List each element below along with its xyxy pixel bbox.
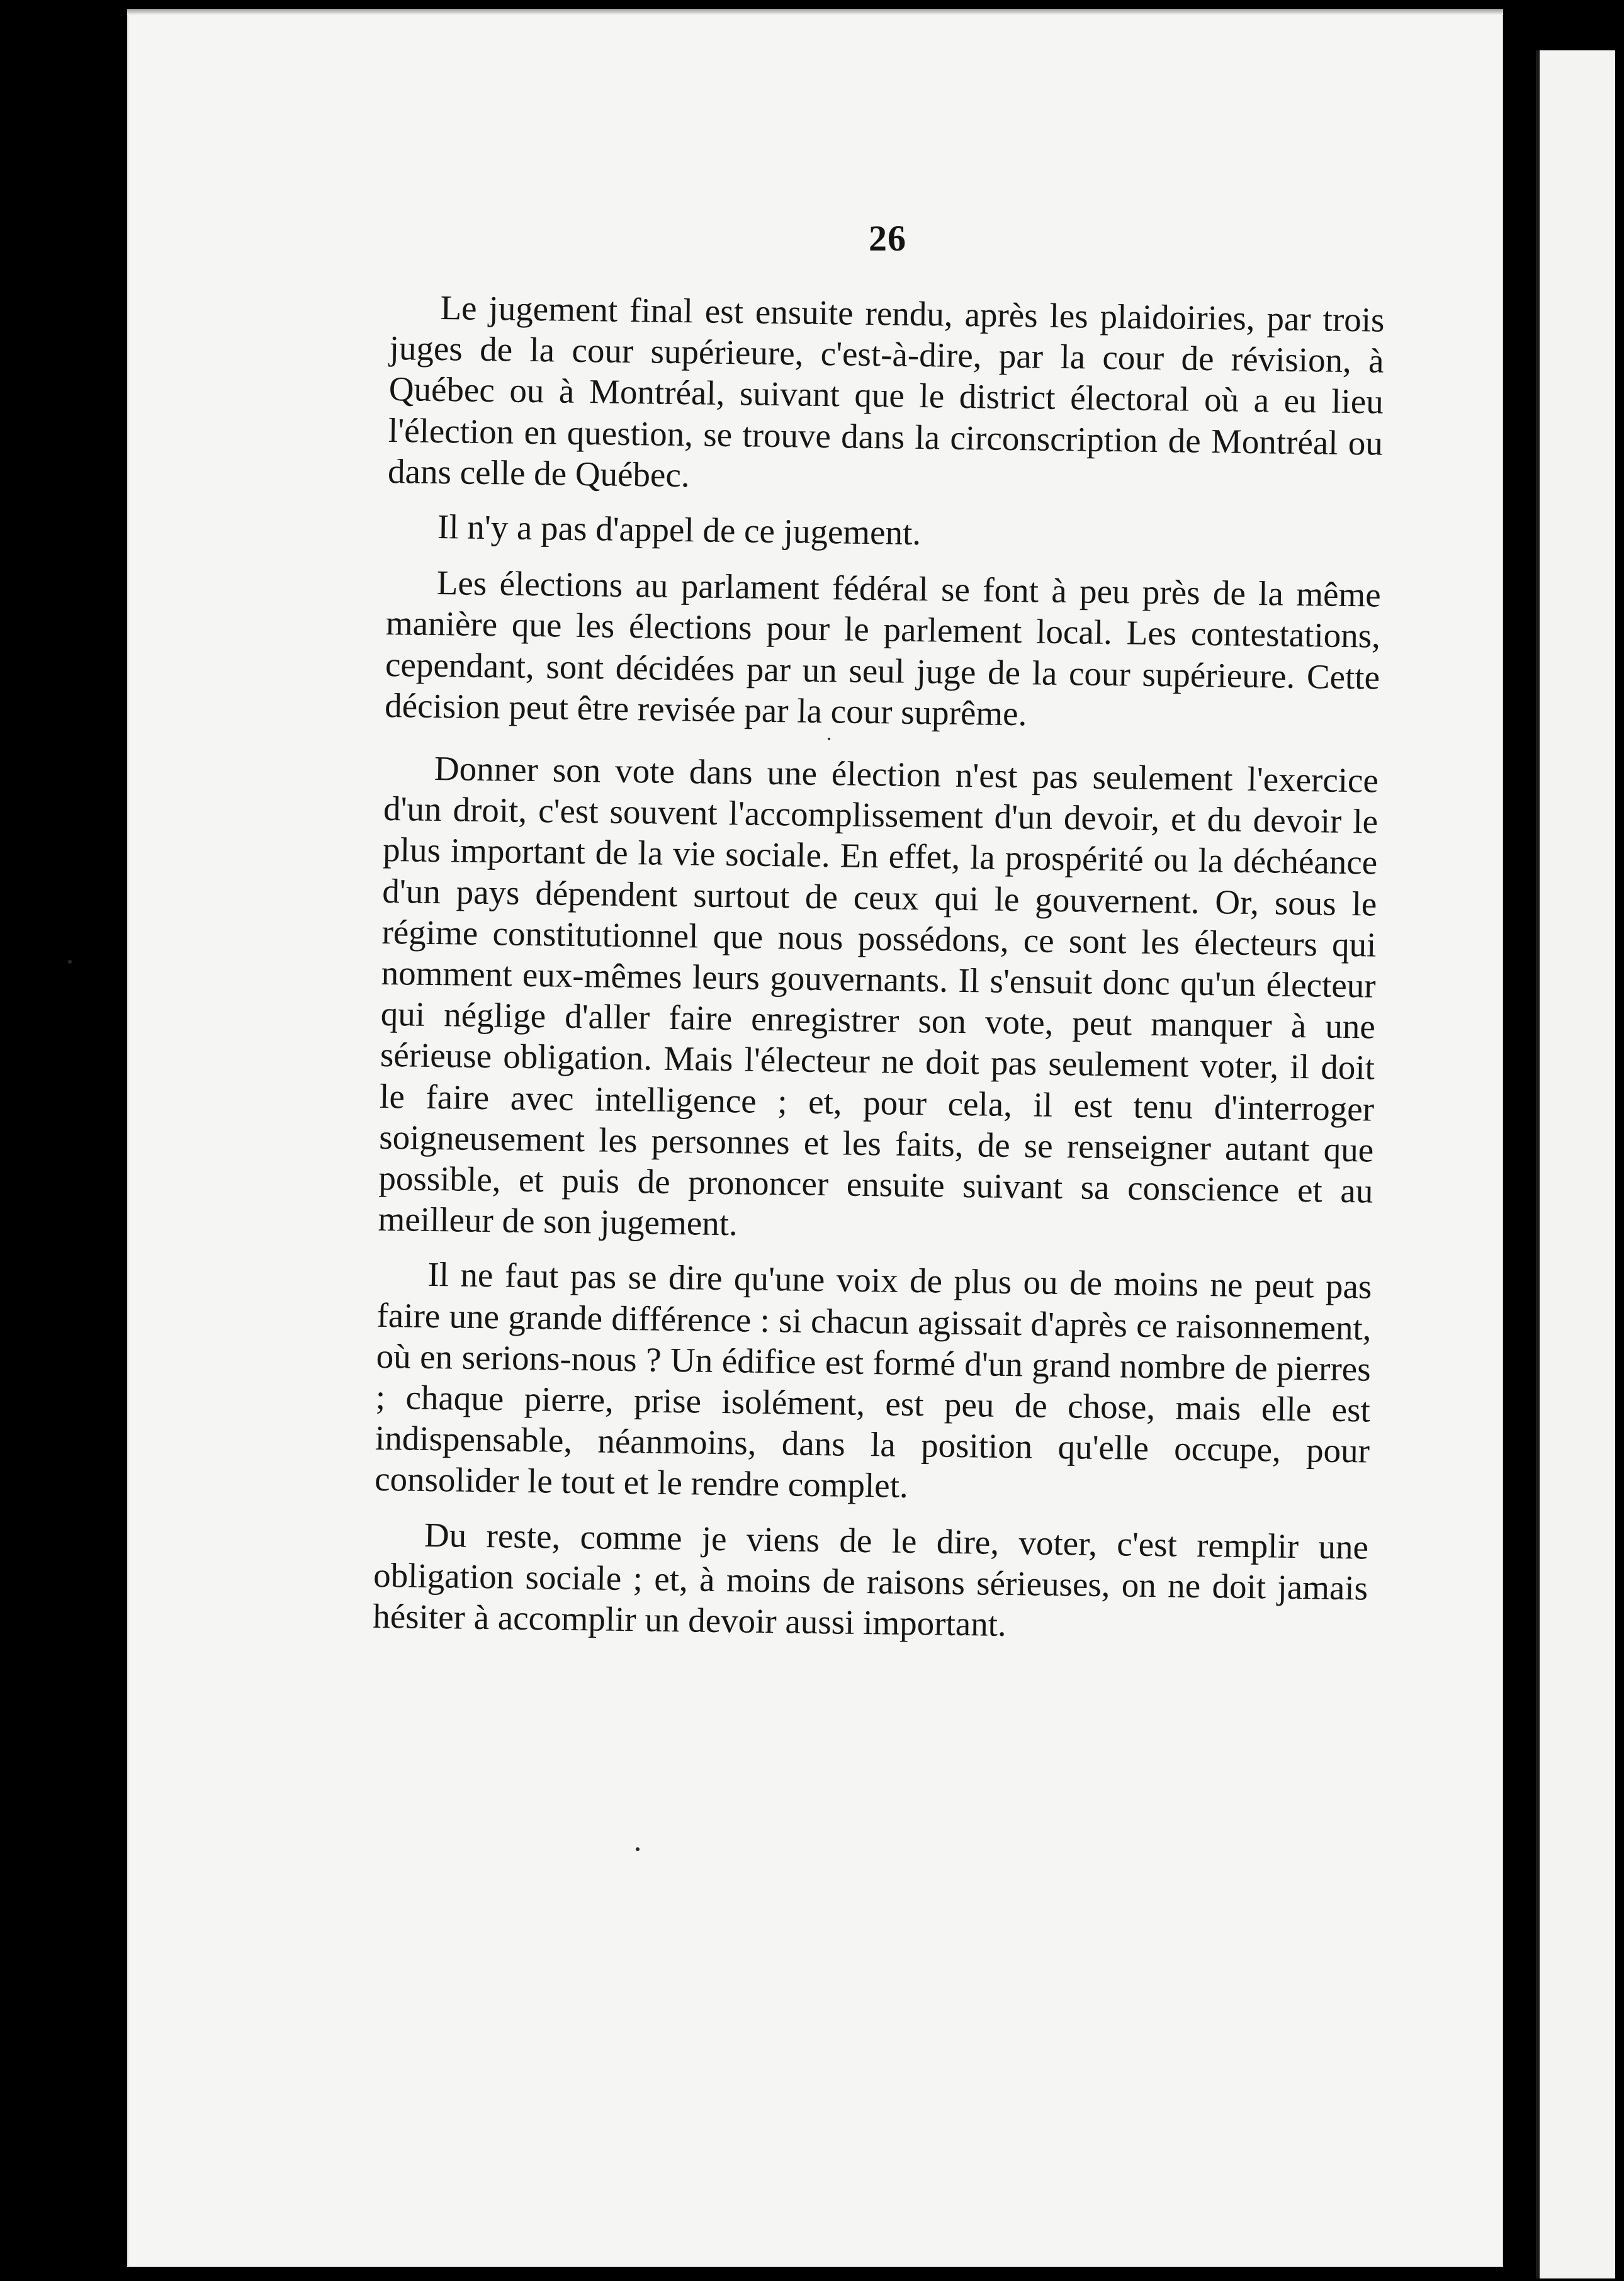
scan-speck <box>828 738 830 740</box>
scan-speck <box>636 1847 640 1851</box>
paragraph-5: Il ne faut pas se dire qu'une voix de plus ou de moins ne peut pas faire une grande différence : si chacun agissait d'après ce raisonnement, où en serions-nous ? Un édifice est formé d'un grand nombre de pierres ; chaque pierre, prise isolément, est peu de chose, mais elle est indispensable, néanmoins, dans la position qu'elle occupe, pour consolider le tout et le rendre complet. <box>374 1255 1372 1506</box>
page-number: 26 <box>869 218 906 259</box>
paragraph-3: Les élections au parlament fédéral se font à peu près de la même manière que les élections pour le parlement local. Les contestations, cependant, sont décidées par un seul juge de la cour supérieure. Cette décision peut être revisée par la cour suprême. <box>384 563 1382 733</box>
paragraph-6: Du reste, comme je viens de le dire, voter, c'est remplir une obligation sociale ; et, à moins de raisons sérieuses, on ne doit jamais hésiter à accomplir un devoir aussi important. <box>372 1515 1369 1644</box>
body-text <box>373 286 1385 1664</box>
scan-speck <box>68 960 72 964</box>
page-top-edge <box>127 9 1503 15</box>
paragraph-2: Il n'y a pas d'appel de ce jugement. <box>437 507 922 553</box>
paragraph-1: Le jugement final est ensuite rendu, après les plaidoiries, par trois juges de la cour supérieure, c'est-à-dire, par la cour de révision, à Québec ou à Montréal, suivant que le district électoral où a eu lieu l'élection en question, se trouve dans la circonscription de Montréal ou dans celle de Québec. <box>387 288 1385 495</box>
paragraph-4: Donner son vote dans une élection n'est pas seulement l'exercice d'un droit, c'est souvent l'accomplissement d'un devoir, et du devoir le plus important de la vie sociale. En effet, la prospérité ou la déchéance d'un pays dépendent surtout de ceux qui le gouvernent. Or, sous le régime constitutionnel que nous possédons, ce sont les électeurs qui nomment eux-mêmes leurs gouvernants. Il s'ensuit donc qu'un électeur qui néglige d'aller faire enregistrer son vote, peut manquer à une sérieuse obligation. Mais l'électeur ne doit pas seulement voter, il doit le faire avec intelligence ; et, pour cela, il est tenu d'interroger soigneusement les personnes et les faits, de se renseigner autant que possible, et puis de prononcer ensuite suivant sa conscience et au meilleur de son jugement. <box>378 749 1379 1243</box>
adjacent-page-edge <box>1536 50 1615 2278</box>
